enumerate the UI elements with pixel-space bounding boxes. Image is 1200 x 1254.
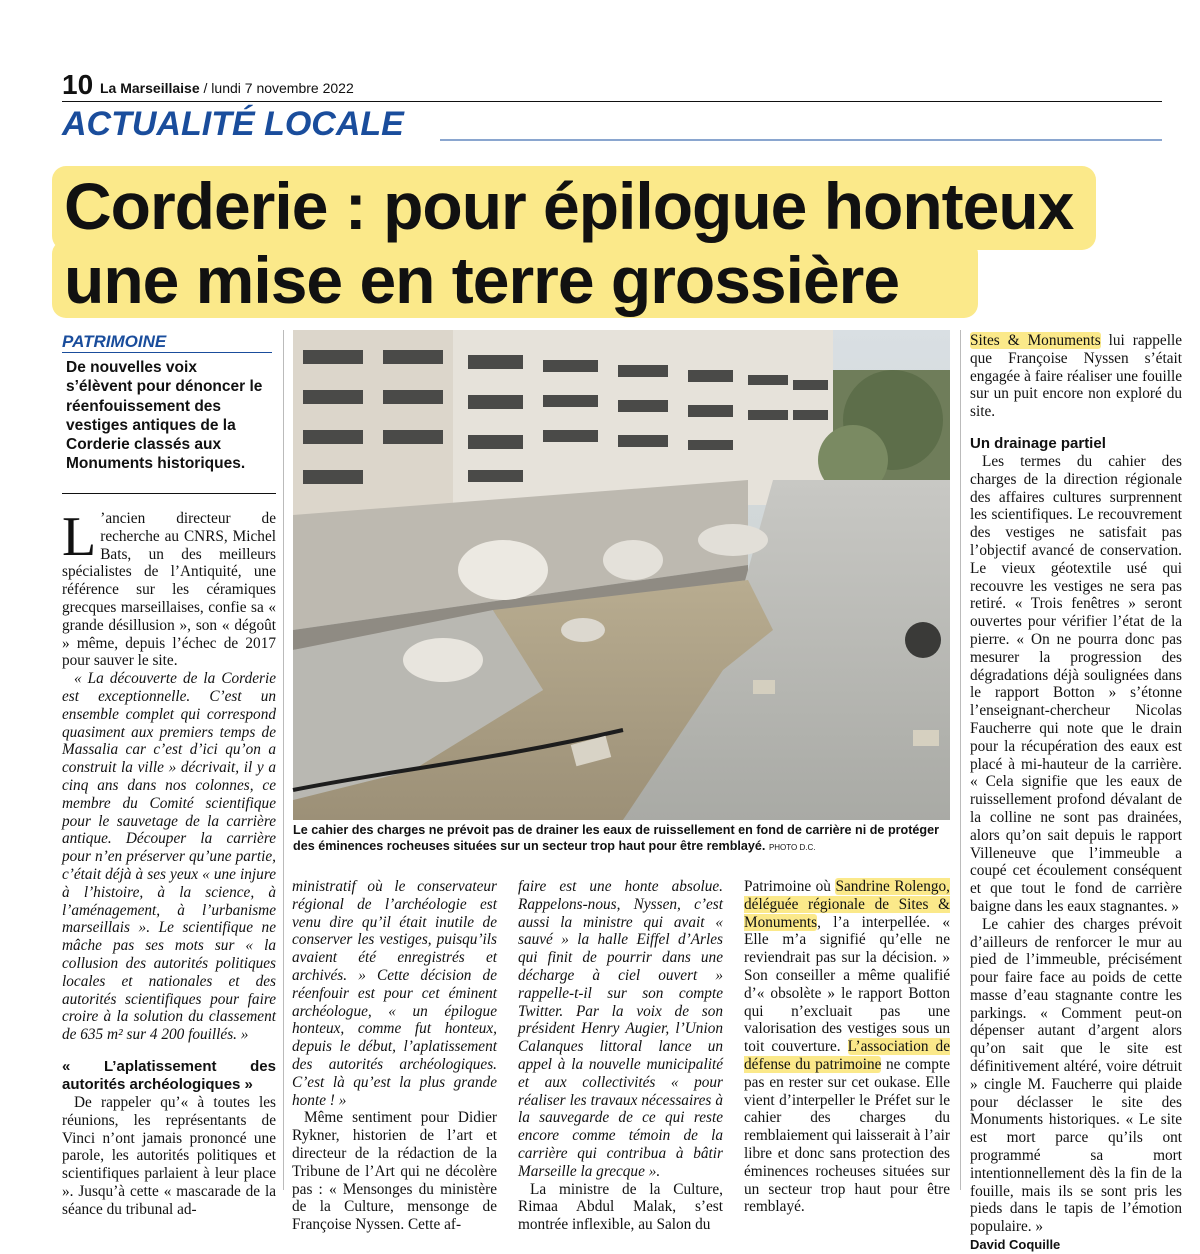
subheading: Un drainage partiel bbox=[970, 434, 1106, 452]
photo-credit: PHOTO D.C. bbox=[768, 843, 816, 852]
paragraph bbox=[62, 506, 276, 670]
paragraph: De rappeler qu’« à toutes les réunions, les représentants de Vinci n’ont jamais prononcé une parole, les autorités politiques et scientifiques parlaient à leur place ». Jusqu’à cette « mascarade de la séance du tribunal ad- bbox=[62, 1093, 276, 1218]
kicker-underline bbox=[62, 352, 272, 353]
issue-date: / lundi 7 novembre 2022 bbox=[203, 80, 354, 96]
subheading: « L’aplatissement des autorités archéologiques » bbox=[62, 1057, 276, 1093]
standfirst: De nouvelles voix s’élèvent pour dénoncer le réenfouissement des vestiges antiques de la Corderie classés aux Monuments historiques. bbox=[66, 359, 263, 473]
article-column-4 bbox=[744, 878, 950, 1216]
paragraph: Même sentiment pour Didier Rykner, historien de l’art et directeur de la rédaction de la Tribune de l’Art qui ne décolère pas : « Mensonges du ministère de la Culture, mensonge de Françoise Nyssen. Cette af- bbox=[292, 1109, 497, 1234]
drop-cap: L bbox=[62, 506, 97, 568]
paragraph-text: lui rappelle que Françoise Nyssen s’était engagée à faire réaliser une fouille sur un puit encore non exploré du site. bbox=[970, 332, 1182, 421]
newspaper-name: La Marseillaise bbox=[100, 80, 200, 96]
photo-caption bbox=[293, 822, 950, 856]
paragraph-text: ne compte pas en rester sur cet oukase. Elle vient d’interpeller le Préfet sur le cahier des charges du remblaiement qui laisserait à l’air libre et donc sans protection des éminences rocheuses situées sur un secteur trop haut pour être remblayé. bbox=[744, 1055, 950, 1216]
paragraph-text: Patrimoine où bbox=[744, 878, 836, 895]
headline-line-2: une mise en terre grossière bbox=[64, 243, 900, 317]
column-divider bbox=[283, 330, 284, 1190]
paragraph: faire est une honte absolue. Rappelons-nous, Nyssen, c’est aussi la ministre qui avait « sauvé » la halle Eiffel d’Arles qui finit de pourrir dans une décharge à ciel ouvert » rappelle-t-il sur son compte Twitter. Par la voix de son président Henry Augier, l’Union Calanques littoral lance un appel à la nouvelle municipalité et aux collectivités « pour réaliser les travaux nécessaires à la sauvegarde de ce qui reste encore comme témoin de la carrière qui contribua à bâtir Marseille la grecque ». bbox=[518, 878, 723, 1180]
quarry-photo bbox=[293, 330, 950, 820]
standfirst-divider bbox=[62, 493, 276, 494]
header-divider bbox=[62, 101, 1162, 102]
paragraph bbox=[970, 332, 1182, 421]
paragraph-text: , l’a interpellée. « Elle m’a signifié qu’elle ne reviendrait pas sur la décision. » Son conseiller a même qualifié d’« obsolète » le rapport Botton qui n’excluait pas une valorisation des vestiges sous un toit couverture. bbox=[744, 913, 950, 1056]
highlighted-text: Sandrine Rolengo, déléguée régionale de Sites & Monuments bbox=[744, 878, 950, 931]
paragraph: Les termes du cahier des charges de la direction régionale des affaires cultures surprennent les scientifiques. Le recouvrement des vestiges ne satisfait pas l’objectif avancé de conservation. Le vieux géotextile usé qui recouvre les vestiges ne sera pas retiré. « Trois fenêtres » seront ouvertes pour vérifier l’état de la pierre. « On ne pourra donc pas mesurer la progression des dégradations déjà soulignées dans le rapport Botton » s’étonne l’enseignant-chercheur Nicolas Faucherre qui note que le drain pour la récupération des eaux est placé à mi-hauteur de la carrière. « Cela signifie que les eaux de ruissellement profond dévalant de la colline ne sont pas drainées, alors qu’on sait depuis le rapport Villeneuve que l’immeuble a coupé cet écoulement conséquent et que tout le fond de carrière baigne dans les eaux stagnantes. » bbox=[970, 452, 1182, 915]
kicker: PATRIMOINE bbox=[62, 332, 167, 351]
headline-line-1: Corderie : pour épilogue honteux bbox=[64, 169, 1074, 243]
quarry-photo-illustration bbox=[293, 330, 950, 820]
page-number: 10 bbox=[62, 69, 94, 100]
section-title: ACTUALITÉ LOCALE bbox=[62, 105, 404, 143]
paragraph: « La découverte de la Corderie est exceptionnelle. C’est un ensemble complet qui correspond quasiment aux premiers temps de Massalia car c’est d’ici qu’on a construit la ville » décrivait, il y a cinq ans dans nos colonnes, ce membre du Comité scientifique pour le sauvetage de la carrière antique. Découper la carrière pour n’en préserver qu’une partie, c’était déjà à ses yeux « une injure à l’histoire, à la science, à l’aménagement, à l’urbanisme marseillais ». Le scientifique ne mâche pas ses mots sur « la collusion des autorités politiques locales et nationales et des autorités scientifiques pour faire croire à la solution du classement de 635 m² sur 4 200 fouillés. » bbox=[62, 670, 276, 1044]
masthead bbox=[100, 80, 354, 96]
paragraph: La ministre de la Culture, Rimaa Abdul Malak, s’est montrée inflexible, au Salon du bbox=[518, 1180, 723, 1234]
paragraph bbox=[744, 878, 950, 1216]
highlighted-text: L’association de défense du patrimoine bbox=[744, 1038, 950, 1073]
paragraph: Le cahier des charges prévoit d’ailleurs de renforcer le mur au pied de l’immeuble, précisément pour faire face au poids de cette masse d’eau stagnante contre les parkings. « Comment peut-on dépenser autant d’argent alors qu’on sait que le site est définitivement altéré, voire détruit » cingle M. Faucherre qui plaide pour déclasser le site des Monuments historiques. « Le site est mort parce qu’ils ont programmé sa mort intentionnellement dès la fin de la fouille, mais ils se sont pris les pieds dans le tapis de l’émotion populaire. » bbox=[970, 915, 1182, 1236]
caption-text: Le cahier des charges ne prévoit pas de drainer les eaux de ruissellement en fond de carrière ni de protéger des éminences rocheuses situées sur un secteur trop haut pour être remblayé. bbox=[293, 823, 940, 853]
paragraph: ministratif où le conservateur régional de l’archéologie est venu dire qu’il était inutile de conserver les vestiges, puisqu’ils avaient été enregistrés et archivés. » Cette décision de réenfouir est pour cet éminent archéologue, « un épilogue honteux, comme fut honteux, depuis le début, l’aplatissement des autorités archéologiques. C’est là qu’est la plus grande honte ! » bbox=[292, 878, 497, 1109]
section-divider bbox=[440, 139, 1162, 141]
article-column-3 bbox=[518, 878, 723, 1234]
article-column-2 bbox=[292, 878, 497, 1234]
column-divider bbox=[960, 330, 961, 1190]
author-signature: David Coquille bbox=[970, 1237, 1061, 1253]
article-column-5 bbox=[970, 332, 1182, 1253]
article-column-1 bbox=[62, 506, 276, 1218]
highlighted-text: Sites & Monuments bbox=[970, 332, 1101, 349]
paragraph-text: ’ancien directeur de recherche au CNRS, Michel Bats, un des meilleurs spécialistes de l’Antiquité, une référence sur les céramiques grecques marseillaises, confie sa « grande désillusion », son « dégoût » même, depuis l’échec de 2017 pour sauver le site. bbox=[62, 510, 276, 670]
